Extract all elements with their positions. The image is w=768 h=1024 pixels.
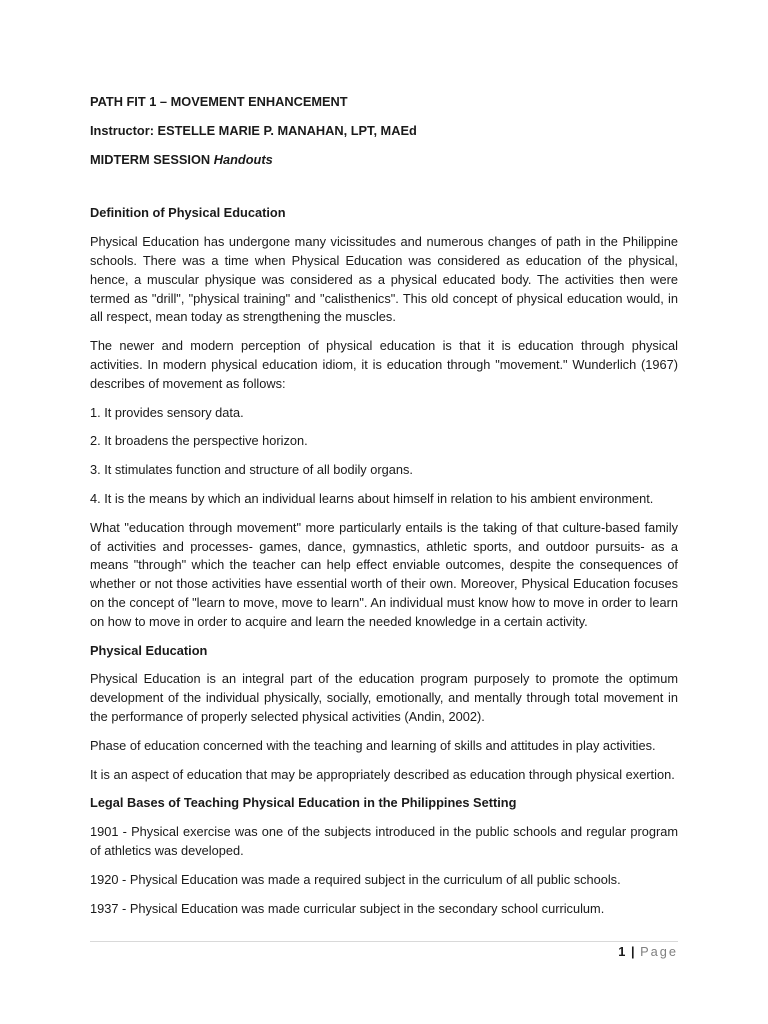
course-title: PATH FIT 1 – MOVEMENT ENHANCEMENT	[90, 94, 348, 109]
pe-heading: Physical Education	[90, 642, 208, 658]
legal-basis-item: 1937 - Physical Education was made curricular subject in the secondary school curriculum.	[90, 900, 605, 916]
definition-paragraph-1: Physical Education has undergone many vicissitudes and numerous changes of path in the Philippine schools. There was a time when Physical Education was considered as education of the physical, hence, a muscular physique was considered as a physical educated body. The activities then were termed as "drill", "physical training" and "calisthenics". This old concept of physical education would, in all respect, mean today as strengthening the muscles.	[90, 234, 678, 325]
session-handouts: Handouts	[213, 151, 273, 167]
pe-paragraph-1: Physical Education is an integral part of the education program purposely to promote the optimum development of the individual physically, socially, emotionally, and mentally through total movement in the performance of properly selected physical activities (Andin, 2002).	[90, 671, 678, 724]
document-page	[90, 93, 678, 928]
movement-list-item: 3. It stimulates function and structure of all bodily organs.	[90, 462, 413, 478]
page-separator: |	[630, 944, 635, 959]
session-line	[90, 151, 678, 170]
definition-paragraph-3: What "education through movement" more particularly entails is the taking of that culture-based family of activities and processes- games, dance, gymnastics, athletic sports, and outdoor pursuits- as a means "through" which the teacher can help effect enviable outcomes, despite the consequences of whether or not those activities have essential worth of their own. Moreover, Physical Education focuses on the concept of "learn to move, move to learn". An individual must know how to move in order to learn on how to move in order to acquire and learn the needed knowledge in a certain activity.	[90, 519, 678, 629]
legal-basis-item: 1901 - Physical exercise was one of the subjects introduced in the public schools and regular program of athletics was developed.	[90, 824, 678, 858]
page-number: 1	[618, 944, 626, 959]
definition-heading: Definition of Physical Education	[90, 205, 286, 221]
definition-paragraph-2: The newer and modern perception of physical education is that it is education through physical activities. In modern physical education idiom, it is education through "movement." Wunderlich (1967) describes of movement as follows:	[90, 338, 678, 391]
session-label: MIDTERM SESSION	[90, 151, 211, 167]
instructor-line: Instructor: ESTELLE MARIE P. MANAHAN, LPT, MAEd	[90, 122, 417, 138]
movement-list-item: 4. It is the means by which an individual learns about himself in relation to his ambient environment.	[90, 490, 654, 506]
movement-list-item: 2. It broadens the perspective horizon.	[90, 433, 308, 449]
pe-paragraph-2: Phase of education concerned with the teaching and learning of skills and attitudes in play activities.	[90, 737, 656, 753]
movement-list-item: 1. It provides sensory data.	[90, 404, 244, 420]
legal-bases-heading: Legal Bases of Teaching Physical Education in the Philippines Setting	[90, 795, 517, 811]
page-word: Page	[640, 944, 678, 959]
page-footer	[618, 943, 678, 961]
pe-paragraph-3: It is an aspect of education that may be appropriately described as education through physical exertion.	[90, 766, 675, 782]
legal-basis-item: 1920 - Physical Education was made a required subject in the curriculum of all public schools.	[90, 871, 621, 887]
footer-divider	[90, 941, 678, 942]
